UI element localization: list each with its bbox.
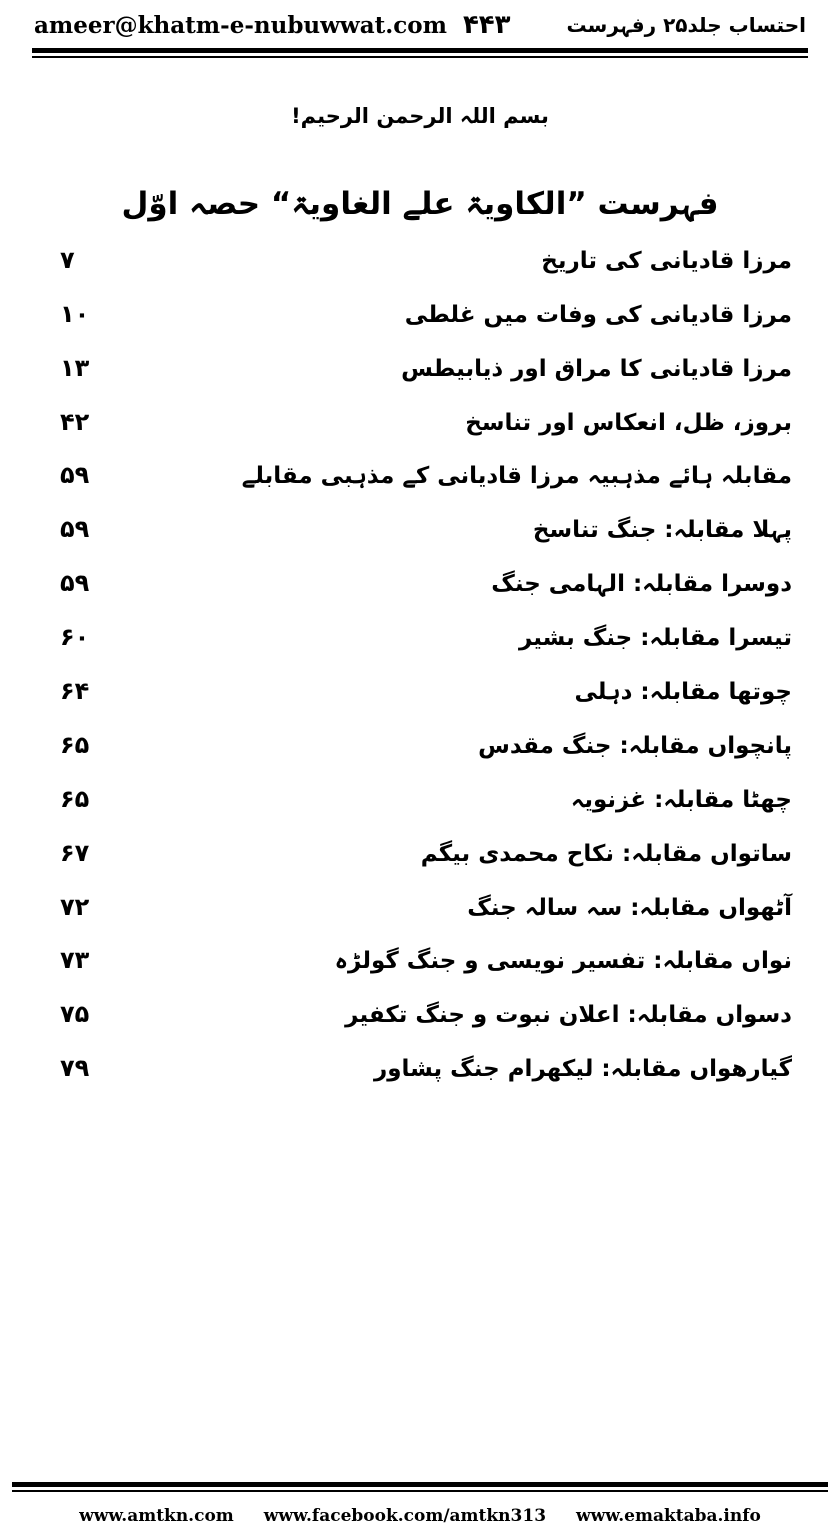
toc-entry-page: ۵۹: [60, 461, 90, 490]
toc-entry-title: تیسرا مقابلہ: جنگ بشیر: [518, 625, 792, 652]
footer-links: [0, 1492, 840, 1526]
toc-entry[interactable]: [60, 1054, 792, 1085]
toc-entry-page: ۶۵: [60, 730, 90, 759]
page-header: [20, 0, 820, 46]
toc-entry-title: گیارھواں مقابلہ: لیکھرام جنگ پشاور: [373, 1056, 792, 1083]
toc-entry-title: دوسرا مقابلہ: الہامی جنگ: [491, 571, 792, 598]
table-of-contents: [20, 246, 820, 1085]
toc-entry-title: چوتھا مقابلہ: دہلی: [574, 678, 792, 705]
toc-entry-title: آٹھواں مقابلہ: سہ سالہ جنگ: [467, 894, 792, 921]
toc-entry-title: چھٹا مقابلہ: غزنویہ: [570, 786, 792, 813]
header-left-group: [34, 10, 511, 40]
basmala-line: بسم اللہ الرحمن الرحیم!: [291, 104, 549, 128]
toc-entry[interactable]: [60, 408, 792, 439]
toc-entry-title: پانچواں مقابلہ: جنگ مقدس: [478, 732, 792, 759]
footer-link-facebook[interactable]: www.facebook.com/amtkn313: [263, 1506, 547, 1526]
toc-entry[interactable]: [60, 1000, 792, 1031]
toc-entry[interactable]: [60, 515, 792, 546]
toc-entry[interactable]: [60, 839, 792, 870]
toc-entry-page: ۷۲: [60, 892, 90, 921]
page-footer: [0, 1482, 840, 1526]
contact-email: ameer@khatm-e-nubuwwat.com: [34, 11, 447, 39]
toc-entry[interactable]: [60, 623, 792, 654]
toc-entry-title: مرزا قادیانی کی تاریخ: [541, 247, 792, 274]
page-title: فہرست ”الکاویۃ علے الغاویۃ“ حصہ اوّل: [121, 186, 719, 222]
toc-entry[interactable]: [60, 461, 792, 492]
toc-entry[interactable]: [60, 246, 792, 277]
toc-entry[interactable]: [60, 785, 792, 816]
toc-entry-page: ۱۳: [60, 353, 90, 382]
toc-entry-page: ۶۴: [60, 676, 90, 705]
toc-entry[interactable]: [60, 569, 792, 600]
toc-entry-title: بروز، ظل، انعکاس اور تناسخ: [465, 409, 792, 436]
toc-entry-page: ۷: [60, 245, 75, 274]
toc-entry-page: ۷۳: [60, 946, 90, 975]
toc-entry-page: ۶۵: [60, 784, 90, 813]
page-number: ۴۴۳: [462, 10, 511, 40]
toc-entry[interactable]: [60, 354, 792, 385]
toc-entry-page: ۶۷: [60, 838, 90, 867]
toc-entry-page: ۷۹: [60, 1054, 90, 1083]
toc-entry-page: ۵۹: [60, 515, 90, 544]
footer-divider: [12, 1482, 828, 1492]
toc-entry-page: ۴۲: [60, 407, 90, 436]
toc-entry[interactable]: [60, 893, 792, 924]
toc-entry-page: ۶۰: [60, 623, 90, 652]
footer-link-website[interactable]: www.amtkn.com: [79, 1506, 234, 1526]
toc-entry-page: ۱۰: [60, 299, 90, 328]
running-head: احتساب جلد۲۵ رفہرست: [566, 13, 806, 37]
toc-entry[interactable]: [60, 300, 792, 331]
toc-entry-title: مقابلہ ہائے مذہبیہ مرزا قادیانی کے مذہبی مقابلے: [241, 463, 792, 490]
toc-entry-title: مرزا قادیانی کا مراق اور ذیابیطس: [401, 355, 792, 382]
toc-entry-page: ۷۵: [60, 1000, 90, 1029]
footer-link-emaktaba[interactable]: www.emaktaba.info: [576, 1506, 761, 1526]
toc-entry-page: ۵۹: [60, 569, 90, 598]
toc-entry[interactable]: [60, 677, 792, 708]
toc-entry-title: پہلا مقابلہ: جنگ تناسخ: [532, 517, 792, 544]
header-divider: [32, 48, 808, 58]
toc-entry-title: نواں مقابلہ: تفسیر نویسی و جنگ گولڑہ: [334, 948, 792, 975]
toc-entry-title: مرزا قادیانی کی وفات میں غلطی: [404, 301, 792, 328]
toc-entry-title: دسواں مقابلہ: اعلان نبوت و جنگ تکفیر: [345, 1002, 792, 1029]
toc-entry[interactable]: [60, 731, 792, 762]
toc-entry-title: ساتواں مقابلہ: نکاح محمدی بیگم: [420, 840, 792, 867]
toc-entry[interactable]: [60, 946, 792, 977]
